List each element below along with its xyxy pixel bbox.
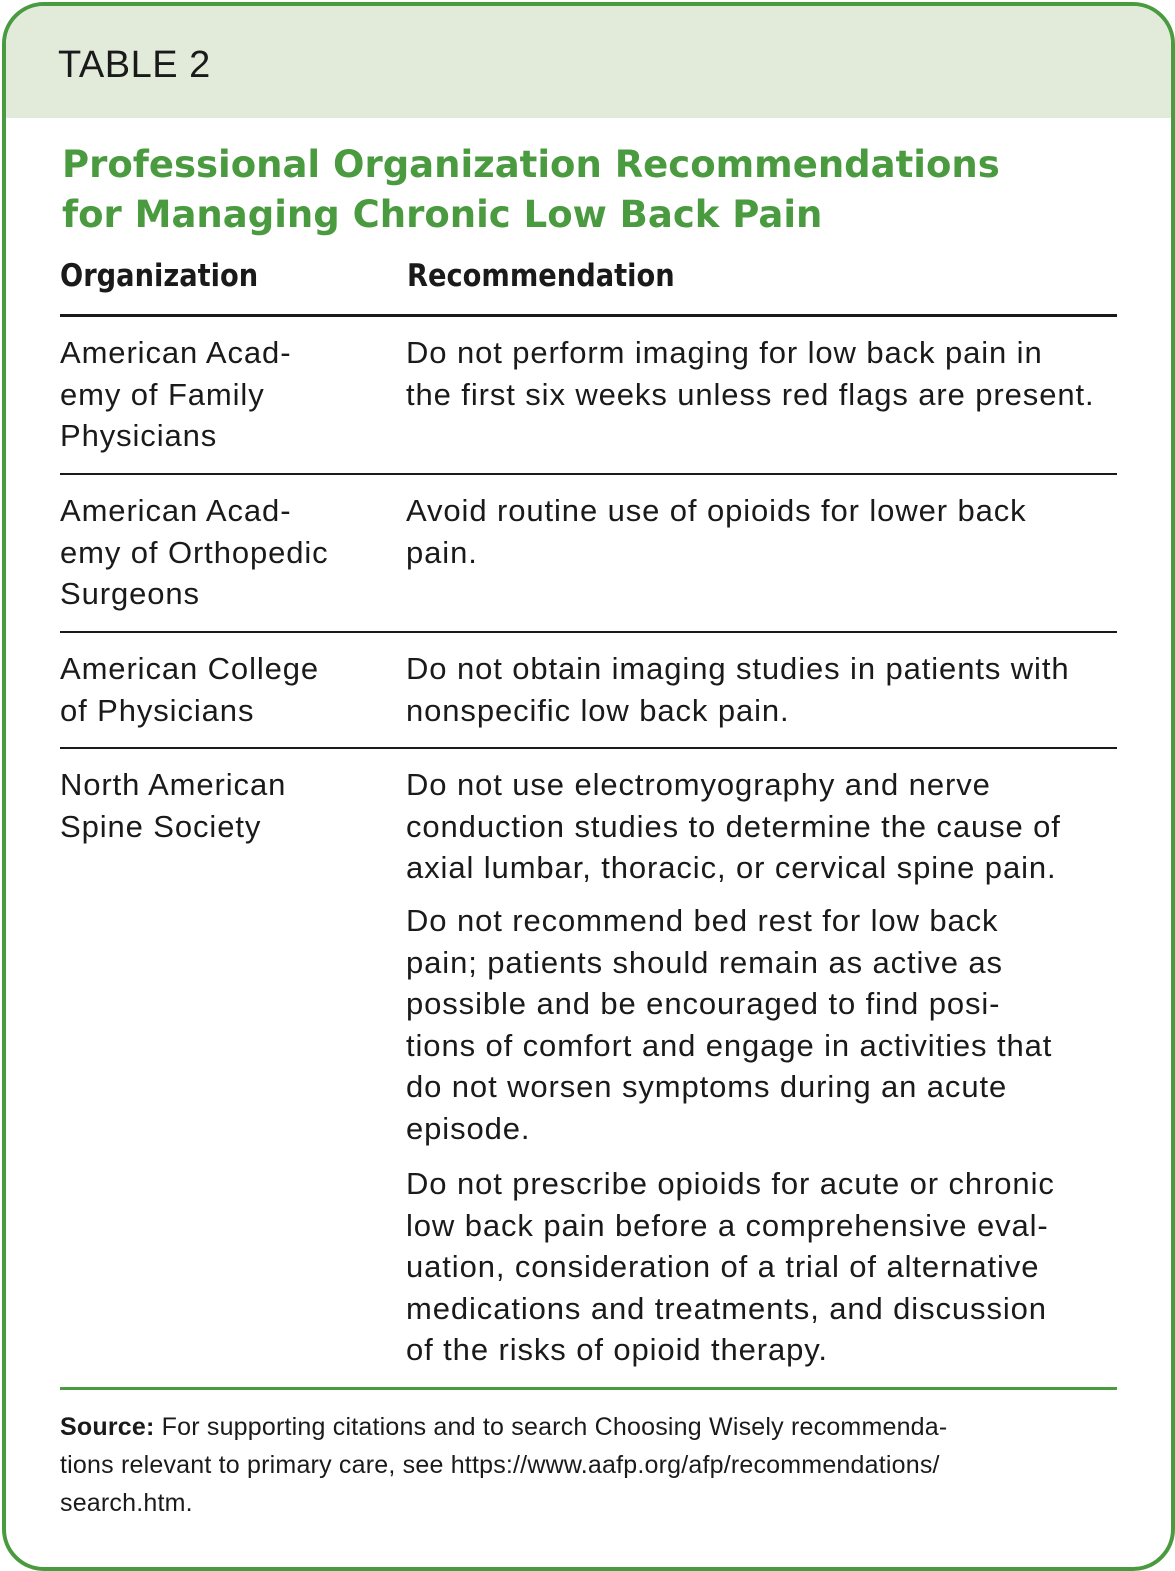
header-rule [60,314,1117,317]
row-2-recommendation: Avoid routine use of opioids for lower back pain. [406,493,1027,570]
row-4-recommendation-2: Do not recommend bed rest for low back pain; patients should remain as active as possible and be encouraged to find posi- tions of comfort and engage in activities that do not worsen symptoms during an acute episode. [406,903,1053,1146]
table-title-line-2: for Managing Chronic Low Back Pain [62,193,823,236]
row-4-recommendation-3: Do not prescribe opioids for acute or chronic low back pain before a comprehensive eval- uation, consideration of a trial of alternative medications and treatments, and discussion of the risks of opioid therapy. [406,1166,1055,1367]
table-frame [2,2,1175,1571]
source-text-line-2: tions relevant to primary care, see https://www.aafp.org/afp/recommendations/ [60,1451,940,1479]
table-title [62,140,1062,240]
row-3-organization: American College of Physicians [60,651,320,728]
column-header-recommendation: Recommendation [407,258,675,294]
source-note [60,1408,1120,1522]
table-label-bar [6,6,1171,118]
row-3-recommendation: Do not obtain imaging studies in patients with nonspecific low back pain. [406,651,1070,728]
source-text-line-3: search.htm. [60,1489,193,1517]
source-label: Source: [60,1413,155,1441]
table-title-line-1: Professional Organization Recommendations [62,143,1000,186]
row-divider [60,747,1117,749]
source-text-line-1: For supporting citations and to search Choosing Wisely recommenda- [154,1413,948,1441]
row-1-recommendation: Do not perform imaging for low back pain in the first six weeks unless red flags are present. [406,335,1095,412]
table-label: TABLE 2 [58,44,211,86]
row-divider [60,473,1117,475]
row-divider [60,631,1117,633]
row-4-recommendation-1: Do not use electromyography and nerve conduction studies to determine the cause of axial lumbar, thoracic, or cervical spine pain. [406,767,1061,885]
row-4-organization: North American Spine Society [60,767,287,844]
table-bottom-rule [60,1387,1117,1390]
row-1-organization: American Acad- emy of Family Physicians [60,335,292,453]
row-2-organization: American Acad- emy of Orthopedic Surgeons [60,493,329,611]
column-header-organization: Organization [60,258,259,294]
